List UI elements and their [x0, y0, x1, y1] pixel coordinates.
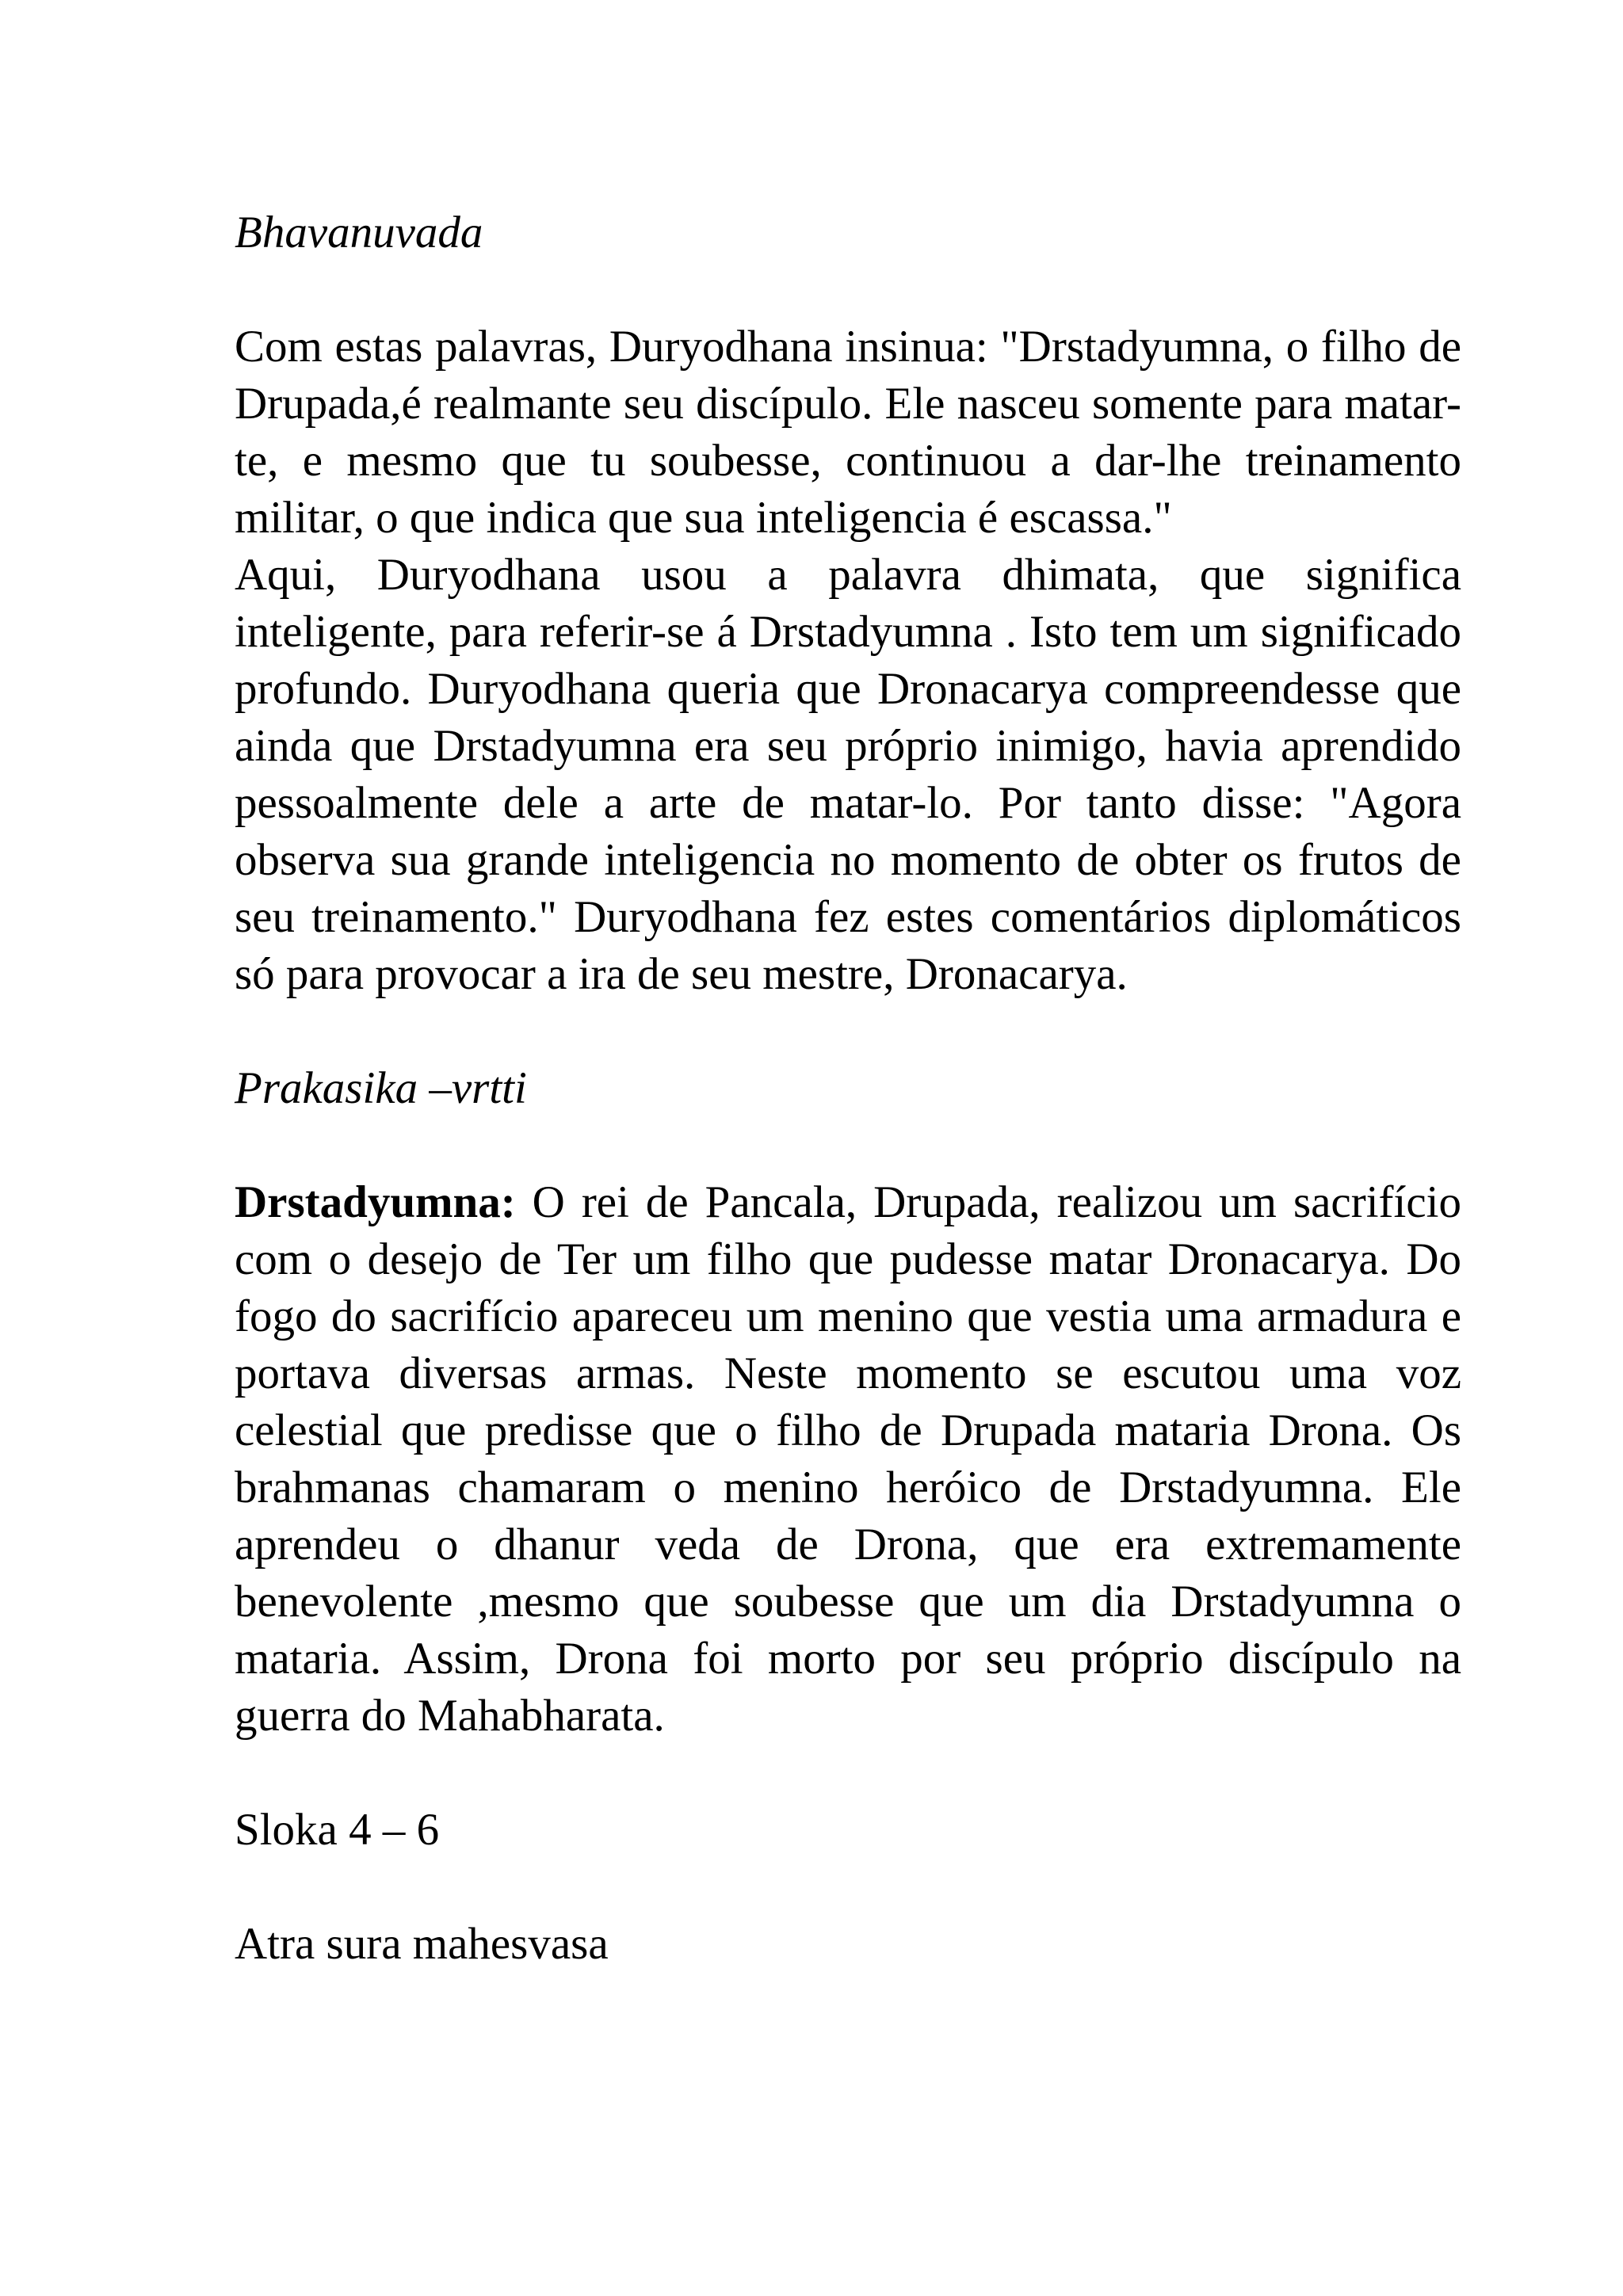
prakasika-text: O rei de Pancala, Drupada, realizou um sacrifício com o desejo de Ter um filho que pudesse matar Dronacarya. Do fogo do sacrifício apareceu um menino que vestia uma armadura e portava diversas armas. Neste momento se escutou uma voz celestial que predisse que o filho de Drupada mataria Drona. Os brahmanas chamaram o menino heróico de Drstadyumna. Ele aprendeu o dhanur veda de Drona, que era extremamente benevolente ,mesmo que soubesse que um dia Drstadyumna o mataria. Assim, Drona foi morto por seu próprio discípulo na guerra do Mahabharata.: [235, 1177, 1461, 1741]
spacer: [235, 1859, 1461, 1916]
sloka-heading: Sloka 4 – 6: [235, 1805, 440, 1855]
sloka-first-line: Atra sura mahesvasa: [235, 1919, 609, 1969]
prakasika-paragraph: [235, 1174, 1461, 1745]
bhavanuvada-paragraph-2: Aqui, Duryodhana usou a palavra dhimata, que significa inteligente, para referir-se á Drstadyumna . Isto tem um significado profundo. Duryodhana queria que Dronacarya compreendesse que ainda que Drstadyumna era seu próprio inimigo, havia aprendido pessoalmente dele a arte de matar-lo. Por tanto disse: "Agora observa sua grande inteligencia no momento de obter os frutos de seu treinamento." Duryodhana fez estes comentários diplomáticos só para provocar a ira de seu mestre, Dronacarya.: [235, 550, 1461, 999]
prakasika-term: Drstadyumna:: [235, 1177, 516, 1227]
spacer: [235, 261, 1461, 318]
section-heading-prakasika: Prakasika –vrtti: [235, 1063, 527, 1113]
section-heading-bhavanuvada: Bhavanuvada: [235, 208, 483, 257]
spacer: [235, 1117, 1461, 1174]
spacer: [235, 1003, 1461, 1060]
bhavanuvada-paragraph-1: Com estas palavras, Duryodhana insinua: "Drstadyumna, o filho de Drupada,é realmante seu discípulo. Ele nasceu somente para matar-te, e mesmo que tu soubesse, continuou a dar-lhe treinamento militar, o que indica que sua inteligencia é escassa.": [235, 322, 1461, 543]
spacer: [235, 1745, 1461, 1802]
document-body: [235, 204, 1461, 1973]
